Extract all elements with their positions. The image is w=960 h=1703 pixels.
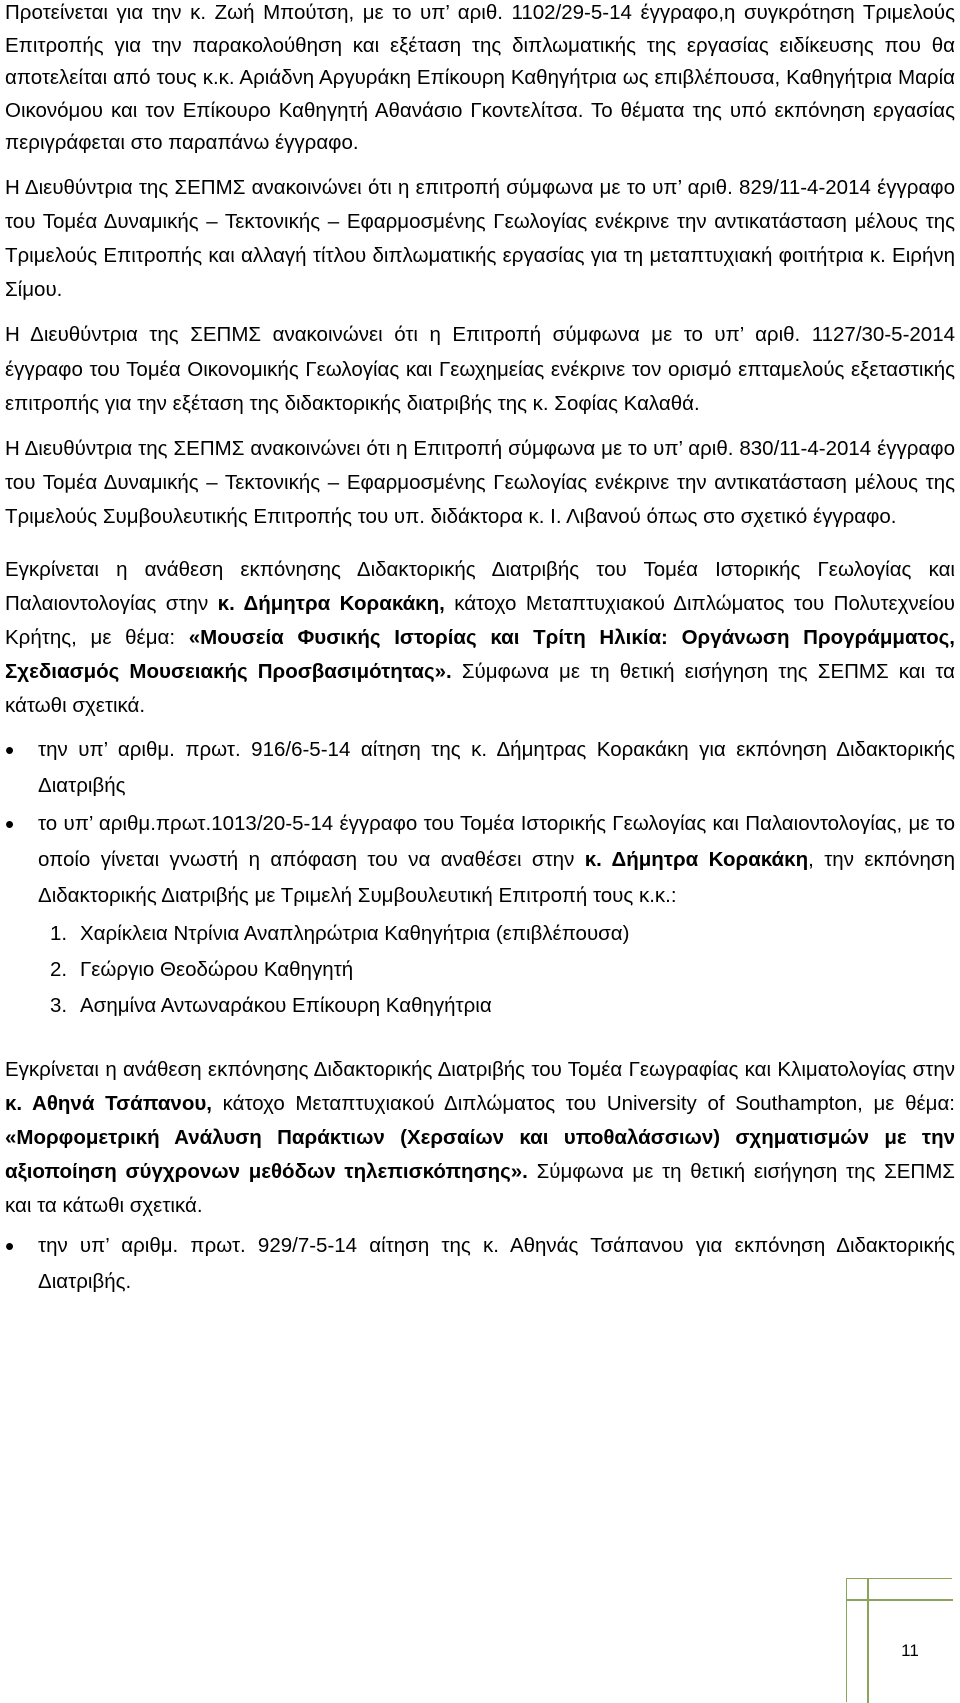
committee-member xyxy=(5,952,955,988)
document-page xyxy=(5,0,955,1302)
korakaki-thesis-title: «Μουσεία Φυσικής Ιστορίας και Τρίτη Ηλικία: Οργάνωση Προγράμματος, Σχεδιασμός Μουσειακής Προσβασιμότητας». xyxy=(5,625,956,684)
korakaki-name: κ. Δήμητρα Κορακάκη, xyxy=(217,591,445,615)
tsapanou-end: Σύμφωνα με τη θετική εισήγηση της ΣΕΠΜΣ και τα κάτωθι σχετικά. xyxy=(5,1160,955,1218)
bullet2-text-b: , την εκπόνηση Διδακτορικής Διατριβής με Τριμελή Συμβουλευτική Επιτροπή τους κ.κ.: xyxy=(38,847,955,907)
korakaki-mid: κάτοχο Μεταπτυχιακού Διπλώματος του Πολυτεχνείου Κρήτης, με θέμα: xyxy=(5,591,956,649)
member-name: Γεώργιο Θεοδώρου Καθηγητή xyxy=(80,957,354,981)
member-number: 2. xyxy=(50,957,68,981)
paragraph-korakaki-assignment xyxy=(5,553,955,724)
committee-member xyxy=(5,916,955,952)
korakaki-end: Σύμφωνα με τη θετική εισήγηση της ΣΕΠΜΣ και τα κάτωθι σχετικά. xyxy=(5,660,955,718)
page-number: 11 xyxy=(901,1641,919,1660)
member-name: Ασημίνα Αντωναράκου Επίκουρη Καθηγήτρια xyxy=(80,993,492,1017)
paragraph-tsapanou-assignment xyxy=(5,1053,955,1224)
paragraph-zoi-boutsi: Προτείνεται για την κ. Ζωή Μπούτση, με το υπ’ αριθ. 1102/29-5-14 έγγραφο,η συγκρότηση Τριμελούς Επιτροπής για την παρακολούθηση και εξέταση της διπλωματικής της εργασίας ειδίκευσης που θα αποτελείται από τους κ.κ. Αριάδνη Αργυράκη Επίκουρη Καθηγήτρια ως επιβλέπουσα, Καθηγήτρια Μαρία Οικονόμου και τον Επίκουρο Καθηγητή Αθανάσιο Γκοντελίτσα. Το θέματα της υπό εκπόνηση εργασίας περιγράφεται στο παραπάνω έγγραφο. xyxy=(5,1,955,154)
bullet2-name: κ. Δήμητρα Κορακάκη xyxy=(584,847,809,871)
bullet2-text-a: το υπ’ αριθμ.πρωτ.1013/20-5-14 έγγραφο του Τομέα Ιστορικής Γεωλογίας και Παλαιοντολογίας, με το οποίο γίνεται γνωστή η απόφαση του να αναθέσει στην xyxy=(38,811,955,871)
list-item: • την υπ’ αριθμ. πρωτ. 916/6-5-14 αίτηση της κ. Δήμητρας Κορακάκη για εκπόνηση Διδακτορικής Διατριβής xyxy=(5,732,955,804)
member-number: 3. xyxy=(50,993,68,1017)
list-item xyxy=(5,806,955,914)
list-item: • την υπ’ αριθμ. πρωτ. 929/7-5-14 αίτηση της κ. Αθηνάς Τσάπανου για εκπόνηση Διδακτορικής Διατριβής. xyxy=(5,1228,955,1300)
tsapanou-thesis-title: «Μορφομετρική Ανάλυση Παράκτιων (Χερσαίων και υποθαλάσσιων) σχηματισμών με την αξιοποίηση σύγχρονων μεθόδων τηλεπισκόπησης». xyxy=(5,1125,955,1184)
tsapanou-name: κ. Αθηνά Τσάπανου, xyxy=(5,1091,212,1115)
committee-members-list xyxy=(5,916,955,1024)
tsapanou-mid: κάτοχο Μεταπτυχιακού Διπλώματος του University of Southampton, με θέμα: xyxy=(211,1091,955,1115)
member-name: Χαρίκλεια Ντρίνια Αναπληρώτρια Καθηγήτρια (επιβλέπουσα) xyxy=(80,921,630,945)
tsapanou-bullet-list xyxy=(5,1228,955,1300)
paragraph-eirini-simou: Η Διευθύντρια της ΣΕΠΜΣ ανακοινώνει ότι η επιτροπή σύμφωνα με το υπ’ αριθ. 829/11-4-2014 έγγραφο του Τομέα Δυναμικής – Τεκτονικής – Εφαρμοσμένης Γεωλογίας ενέκρινε την αντικατάσταση μέλους της Τριμελούς Επιτροπής και αλλαγή τίτλου διπλωματικής εργασίας για τη μεταπτυχιακή φοιτήτρια κ. Ειρήνη Σίμου. xyxy=(5,175,955,302)
committee-member xyxy=(5,988,955,1024)
member-number: 1. xyxy=(50,921,68,945)
tsapanou-intro: Εγκρίνεται η ανάθεση εκπόνησης Διδακτορικής Διατριβής του Τομέα Γεωγραφίας και Κλιματολογίας στην xyxy=(5,1057,955,1081)
page-number-box xyxy=(846,1578,952,1702)
korakaki-bullet-list xyxy=(5,732,955,914)
korakaki-intro: Εγκρίνεται η ανάθεση εκπόνησης Διδακτορικής Διατριβής του Τομέα Ιστορικής Γεωλογίας και Παλαιοντολογίας στην xyxy=(5,557,955,615)
paragraph-sofia-kalatha: Η Διευθύντρια της ΣΕΠΜΣ ανακοινώνει ότι η Επιτροπή σύμφωνα με το υπ’ αριθ. 1127/30-5-2014 έγγραφο του Τομέα Οικονομικής Γεωλογίας και Γεωχημείας ενέκρινε τον ορισμό επταμελούς εξεταστικής επιτροπής για την εξέταση της διδακτορικής διατριβής της κ. Σοφίας Καλαθά. xyxy=(5,323,955,415)
paragraph-livanos: Η Διευθύντρια της ΣΕΠΜΣ ανακοινώνει ότι η Επιτροπή σύμφωνα με το υπ’ αριθ. 830/11-4-2014 έγγραφο του Τομέα Δυναμικής – Τεκτονικής – Εφαρμοσμένης Γεωλογίας ενέκρινε την αντικατάσταση μέλους της Τριμελούς Συμβουλευτικής Επιτροπής του υπ. διδάκτορα κ. Ι. Λιβανού όπως στο σχετικό έγγραφο. xyxy=(5,436,955,529)
